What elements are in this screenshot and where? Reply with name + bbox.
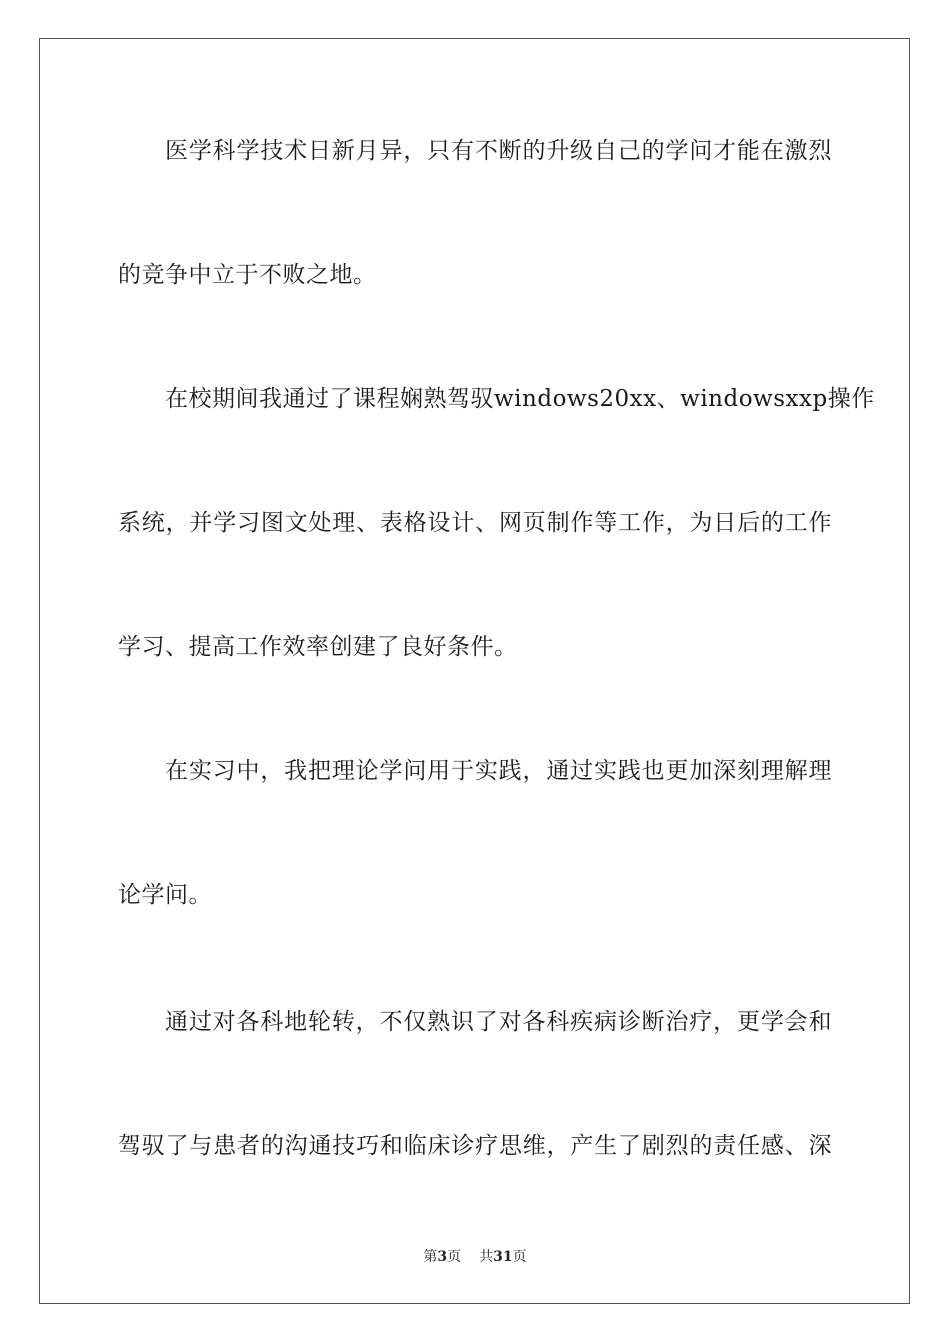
footer-total-prefix: 共 bbox=[479, 1249, 494, 1265]
footer-total-pages: 31 bbox=[493, 1249, 513, 1265]
paragraph-3-line-2: 论学问。 bbox=[118, 882, 212, 908]
footer-page-suffix: 页 bbox=[447, 1249, 462, 1265]
paragraph-1-line-2: 的竞争中立于不败之地。 bbox=[118, 262, 377, 288]
page-footer bbox=[0, 1246, 950, 1266]
paragraph-2-line-2: 系统，并学习图文处理、表格设计、网页制作等工作，为日后的工作 bbox=[118, 510, 832, 536]
paragraph-1-line-1: 医学科学技术日新月异，只有不断的升级自己的学问才能在激烈 bbox=[165, 138, 832, 164]
paragraph-2-line-1: 在校期间我通过了课程娴熟驾驭windows20xx、windowsxxp操作 bbox=[165, 386, 875, 412]
page-frame bbox=[39, 38, 910, 1304]
footer-page-number: 3 bbox=[437, 1249, 448, 1265]
footer-page-prefix: 第 bbox=[423, 1249, 438, 1265]
footer-total-suffix: 页 bbox=[512, 1249, 527, 1265]
paragraph-2-line-3: 学习、提高工作效率创建了良好条件。 bbox=[118, 634, 518, 660]
paragraph-4-line-1: 通过对各科地轮转，不仅熟识了对各科疾病诊断治疗，更学会和 bbox=[165, 1009, 832, 1035]
paragraph-3-line-1: 在实习中，我把理论学问用于实践，通过实践也更加深刻理解理 bbox=[165, 758, 832, 784]
paragraph-4-line-2: 驾驭了与患者的沟通技巧和临床诊疗思维，产生了剧烈的责任感、深 bbox=[118, 1133, 832, 1159]
